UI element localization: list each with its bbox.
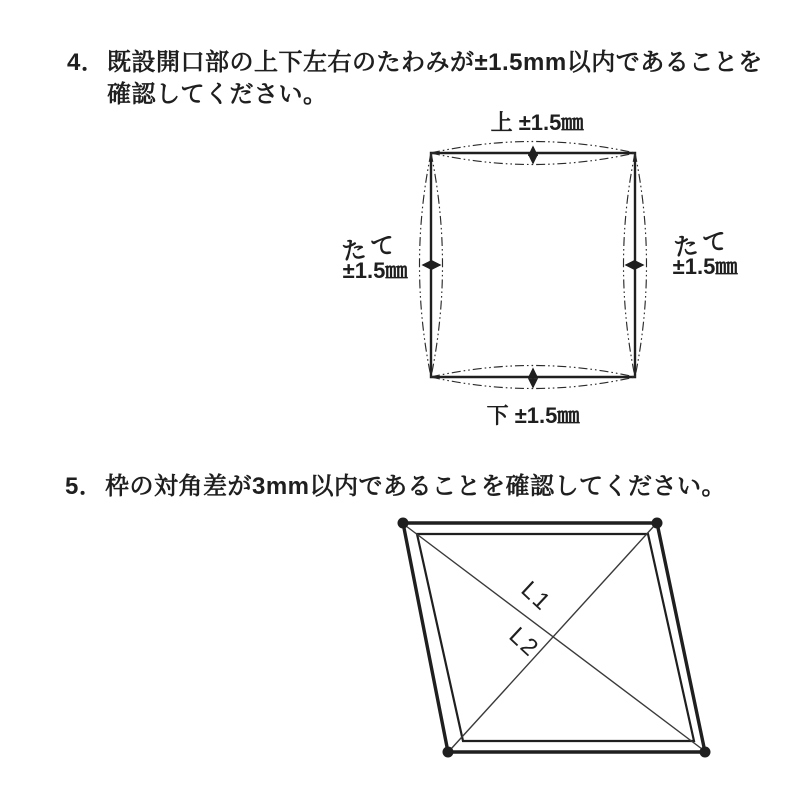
corner-dot-bottom-left — [443, 747, 454, 758]
bottom-tolerance-label: 下 ±1.5㎜ — [486, 403, 580, 428]
right-tate-label: たて — [672, 227, 734, 262]
step5-number: 5． — [65, 473, 104, 500]
opening-square — [431, 153, 635, 377]
top-tolerance-label: 上 ±1.5㎜ — [490, 110, 584, 135]
diagonal-L2-label: L2 — [503, 622, 545, 663]
step4-text: 既設開口部の上下左右のたわみが±1.5mm以内であることを — [107, 49, 763, 76]
frame-diagonals — [406, 526, 702, 749]
step4-heading-line1 — [67, 42, 763, 77]
right-tolerance-label: ±1.5㎜ — [672, 254, 738, 279]
corner-dot-top-left — [398, 518, 409, 529]
corner-dot-bottom-right — [700, 747, 711, 758]
diagonal-check-diagram — [380, 495, 730, 785]
step5-text: 枠の対角差が3mm以内であることを確認してください。 — [105, 473, 727, 500]
left-tolerance-label: ±1.5㎜ — [342, 258, 408, 283]
corner-dot-top-right — [652, 518, 663, 529]
left-tate-label: たて — [340, 231, 402, 266]
step4-number: 4． — [67, 49, 106, 76]
deflection-diagram — [330, 100, 780, 445]
step4-heading-line2: 確認してください。 — [107, 81, 328, 108]
diagonal-L1-line — [406, 526, 702, 749]
diagonal-L2-line — [451, 526, 654, 749]
tolerance-arrows — [423, 147, 643, 387]
diagonal-L1-label: L1 — [515, 576, 557, 617]
deflection-curves — [420, 142, 647, 389]
